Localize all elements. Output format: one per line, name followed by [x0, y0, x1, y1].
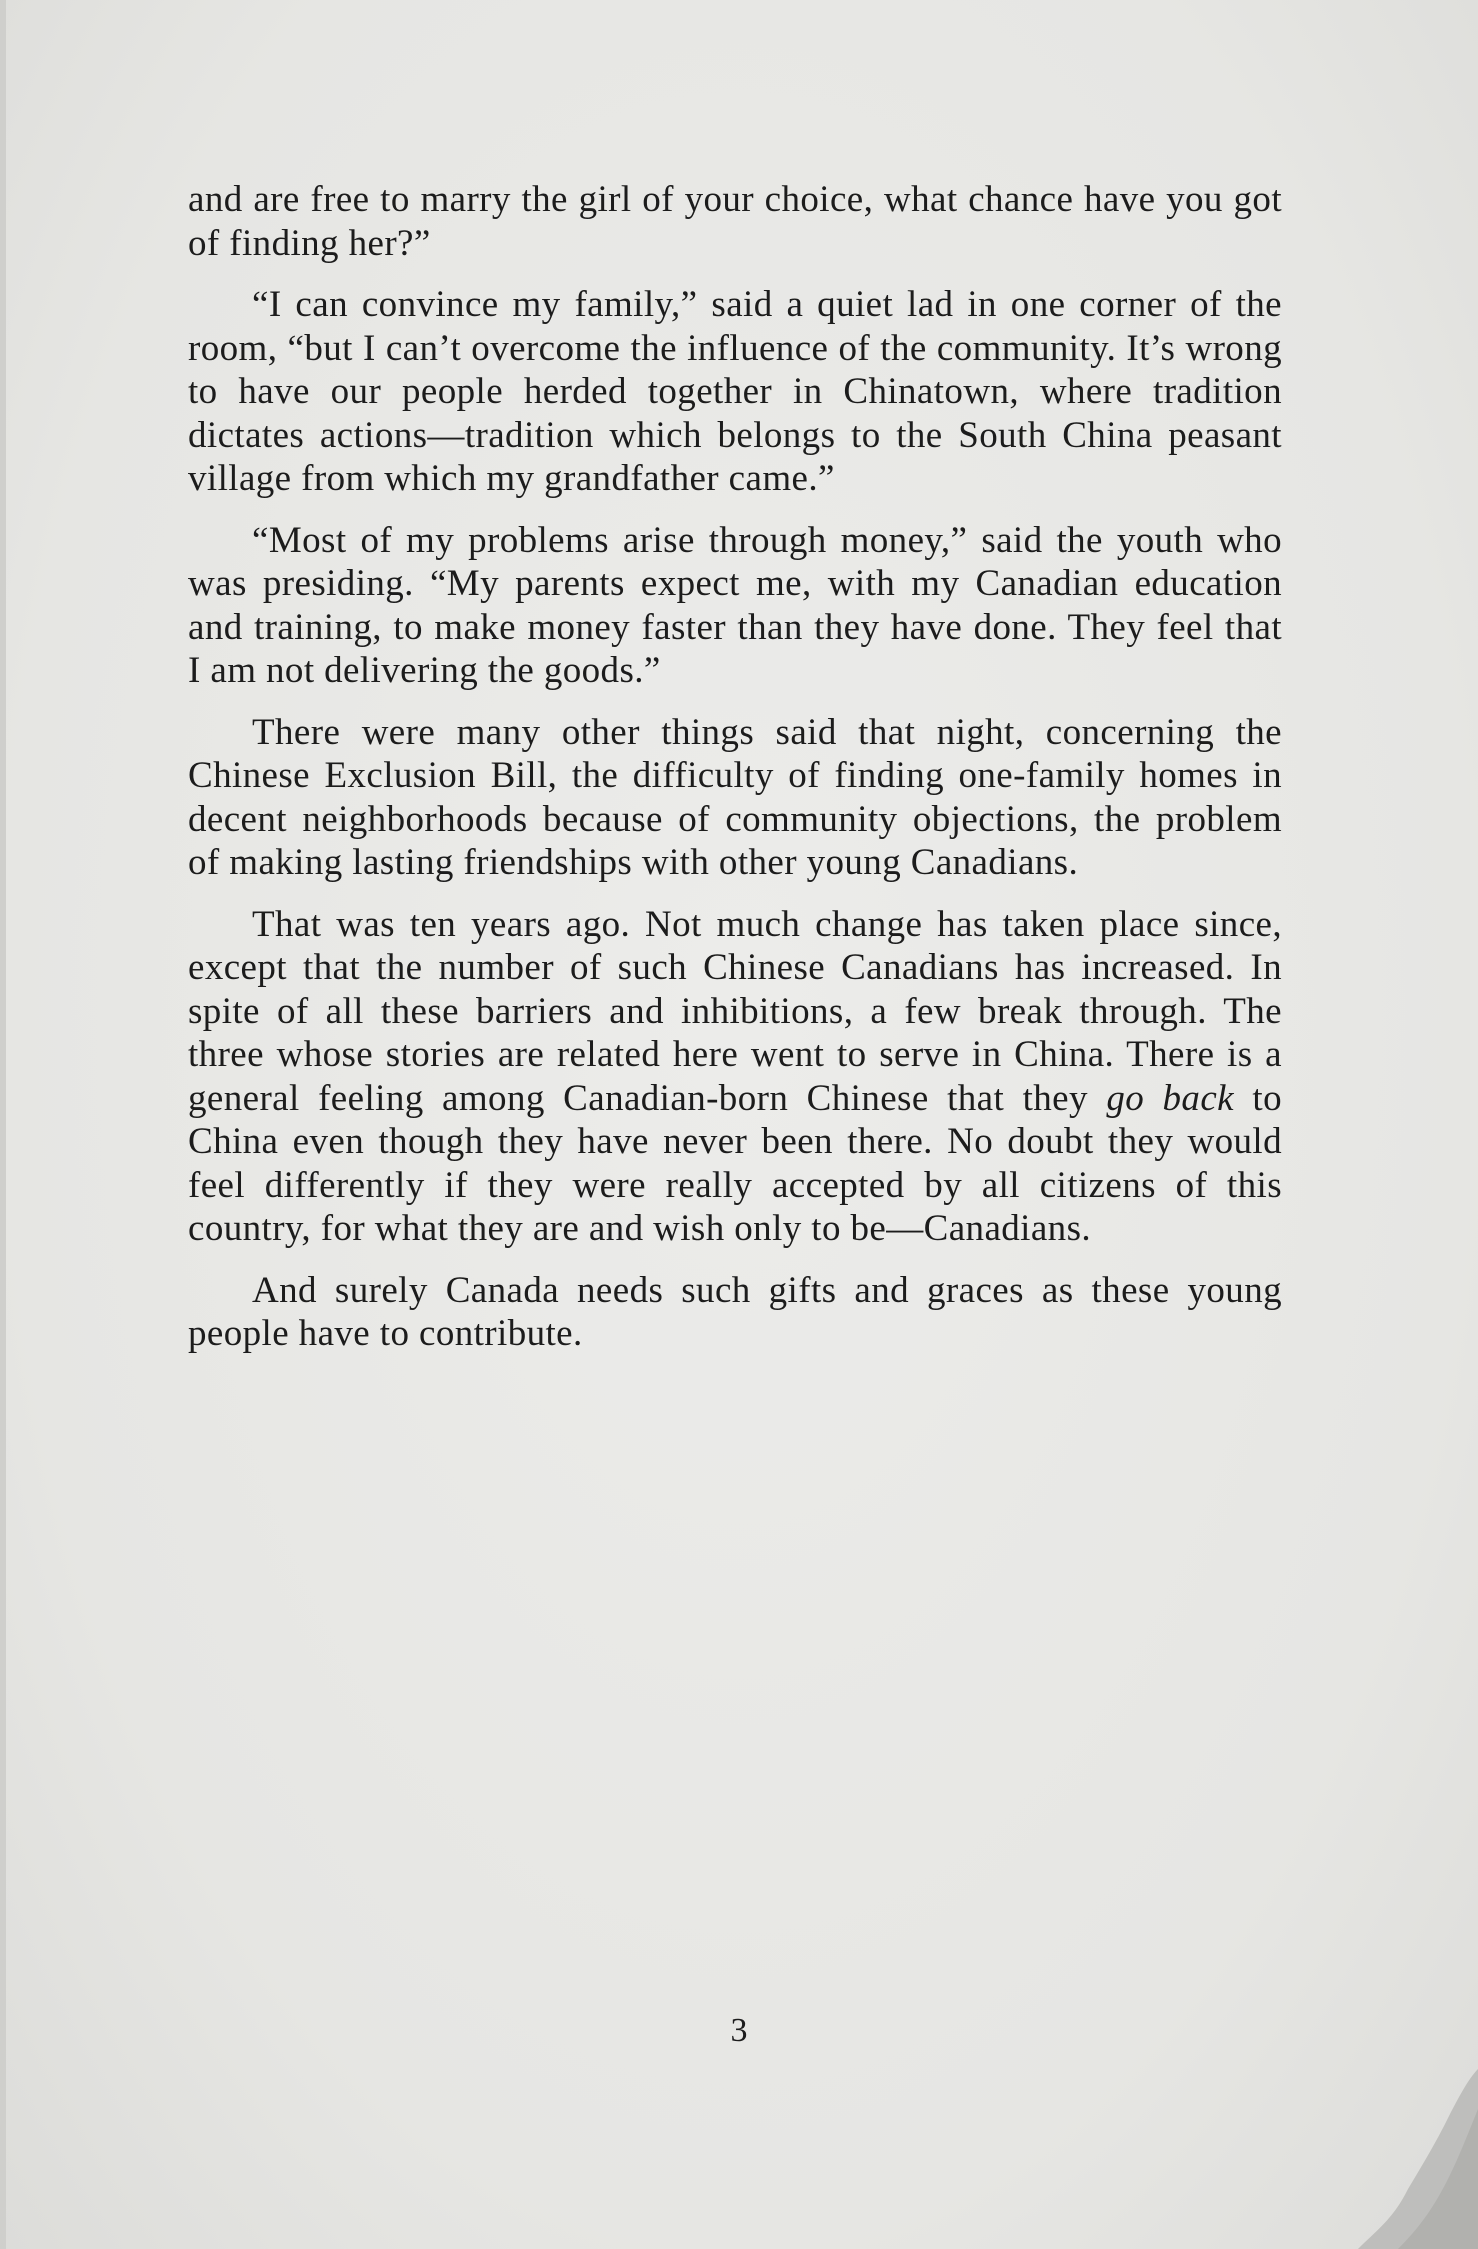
corner-stain [1338, 2069, 1478, 2249]
paragraph-4 [188, 711, 1282, 885]
paragraph-2-text: “I can convince my family,” said a quiet lad in one corner of the room, “but I can’t overcome the influence of the community. It’s wrong to have our people herded together in Chinatown, where tradition dictates actions—tradition which belongs to the South China peasant village from which my grandfather came.” [188, 284, 1282, 499]
paragraph-4-text: There were many other things said that night, concerning the Chinese Exclusion Bill, the difficulty of finding one-family homes in decent neighborhoods because of community objections, the problem of making lasting friendships with other young Canadians. [188, 711, 1282, 883]
paragraph-1 [188, 178, 1282, 265]
paragraph-5-text-a: That was ten years ago. Not much change has taken place since, except that the number of such Chinese Canadians has increased. In spite of all these barriers and inhibitions, a few break through. The three whose stories are related here went to serve in China. There is a general feeling among Canadian-born Chinese that they [188, 903, 1282, 1119]
body-text [188, 178, 1282, 1374]
page-edge-shadow [0, 0, 6, 2249]
paragraph-5-italic: go back [1106, 1077, 1234, 1119]
paragraph-5 [188, 903, 1282, 1251]
paragraph-3-text: “Most of my problems arise through money,” said the youth who was presiding. “My parents expect me, with my Canadian education and training, to make money faster than they have done. They feel that I am not delivering the goods.” [188, 519, 1282, 691]
paragraph-2 [188, 283, 1282, 501]
paragraph-6 [188, 1269, 1282, 1356]
paragraph-3 [188, 519, 1282, 693]
paragraph-1-text: and are free to marry the girl of your choice, what chance have you got of finding her?” [188, 179, 1282, 264]
paragraph-6-text: And surely Canada needs such gifts and graces as these young people have to contribute. [188, 1269, 1282, 1354]
paragraph-5-text-b: to China even though they have never been there. No doubt they would feel differently if they were really accepted by all citizens of this country, for what they are and wish only to be—Canadians. [188, 1077, 1282, 1249]
page-number: 3 [730, 2012, 748, 2049]
